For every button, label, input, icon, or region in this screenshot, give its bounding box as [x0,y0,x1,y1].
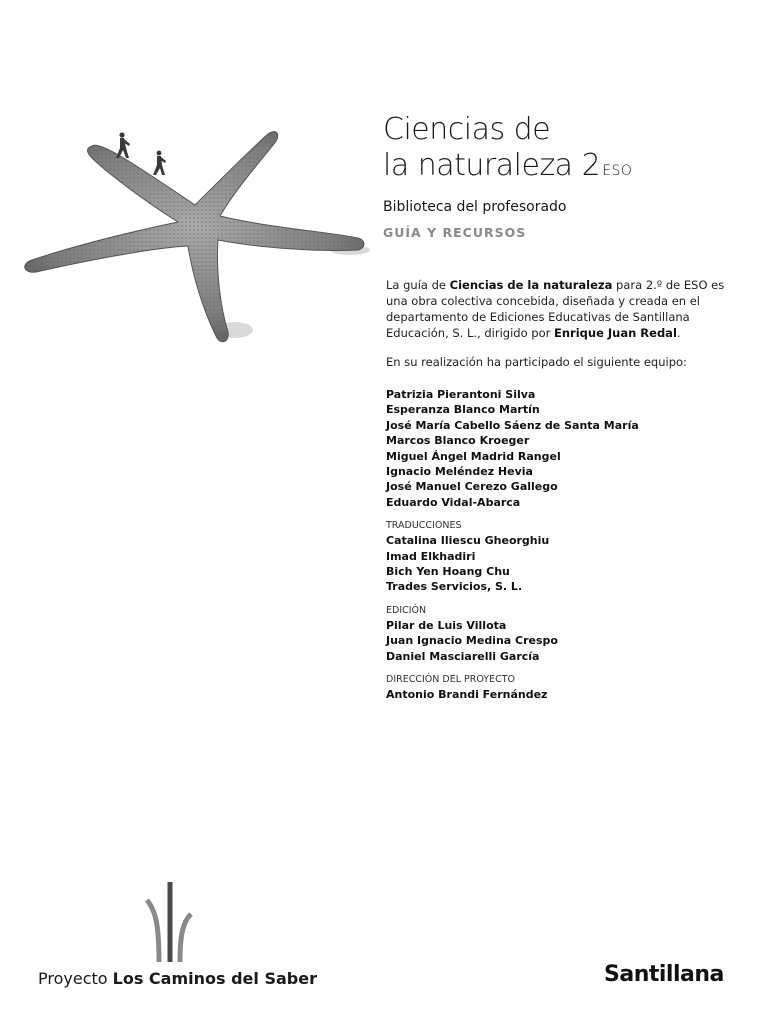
title-level: ESO [602,163,633,179]
translator: Bich Yen Hoang Chu [386,565,510,579]
series-label: GUÍA Y RECURSOS [383,225,527,240]
team-list [386,387,639,510]
team-member: José Manuel Cerezo Gallego [386,480,558,494]
translator: Imad Elkhadiri [386,549,476,563]
three-paths-logo-icon [143,882,195,962]
book-title [383,112,632,189]
intro-text-b: para 2.º de ESO es una obra colectiva concebida, diseñada y creada en el departamento de Ediciones Educativas de Santillana Educación, S. L., dirigido por [386,278,725,340]
subtitle: Biblioteca del profesorado [383,199,567,215]
translator: Catalina Iliescu Gheorghiu [386,534,550,548]
team-member: Miguel Ángel Madrid Rangel [386,449,561,463]
intro-text-a: La guía de [386,278,450,292]
team-intro: En su realización ha participado el siguiente equipo: [386,355,687,369]
starfish-image [20,120,380,360]
project-name [38,969,317,988]
project-director: Antonio Brandi Fernández [386,688,548,702]
intro-paragraph [386,277,726,341]
editor: Daniel Masciarelli García [386,649,540,663]
hiker-figure-1 [116,132,130,158]
direction-heading: DIRECCIÓN DEL PROYECTO [386,674,516,686]
editor: Juan Ignacio Medina Crespo [386,634,558,648]
edition-list [386,618,639,664]
intro-director-name: Enrique Juan Redal [554,326,677,340]
translations-heading: TRADUCCIONES [386,520,462,532]
title-line-2 [383,148,632,189]
direction-list [386,687,639,702]
title-line-1: Ciencias de [383,112,551,147]
edition-heading: EDICIÓN [386,604,427,616]
team-member: Ignacio Meléndez Hevia [386,465,533,479]
project-prefix: Proyecto [38,969,113,988]
hiker-figure-2 [153,151,166,175]
translations-list [386,533,639,595]
project-title: Los Caminos del Saber [112,969,317,988]
editor: Pilar de Luis Villota [386,618,507,632]
team-member: Esperanza Blanco Martín [386,403,540,417]
title-line-2-text: la naturaleza 2 [383,148,601,183]
intro-book-name: Ciencias de la naturaleza [449,278,613,292]
team-member: Marcos Blanco Kroeger [386,434,530,448]
intro-text-c: . [676,326,681,340]
team-member: Eduardo Vidal-Abarca [386,495,521,509]
credits-block [386,387,639,703]
team-member: Patrizia Pierantoni Silva [386,388,536,401]
team-member: José María Cabello Sáenz de Santa María [386,418,639,432]
translator: Trades Servicios, S. L. [386,580,523,594]
publisher-logo: Santillana [604,962,724,987]
starfish-shadow [217,245,370,338]
